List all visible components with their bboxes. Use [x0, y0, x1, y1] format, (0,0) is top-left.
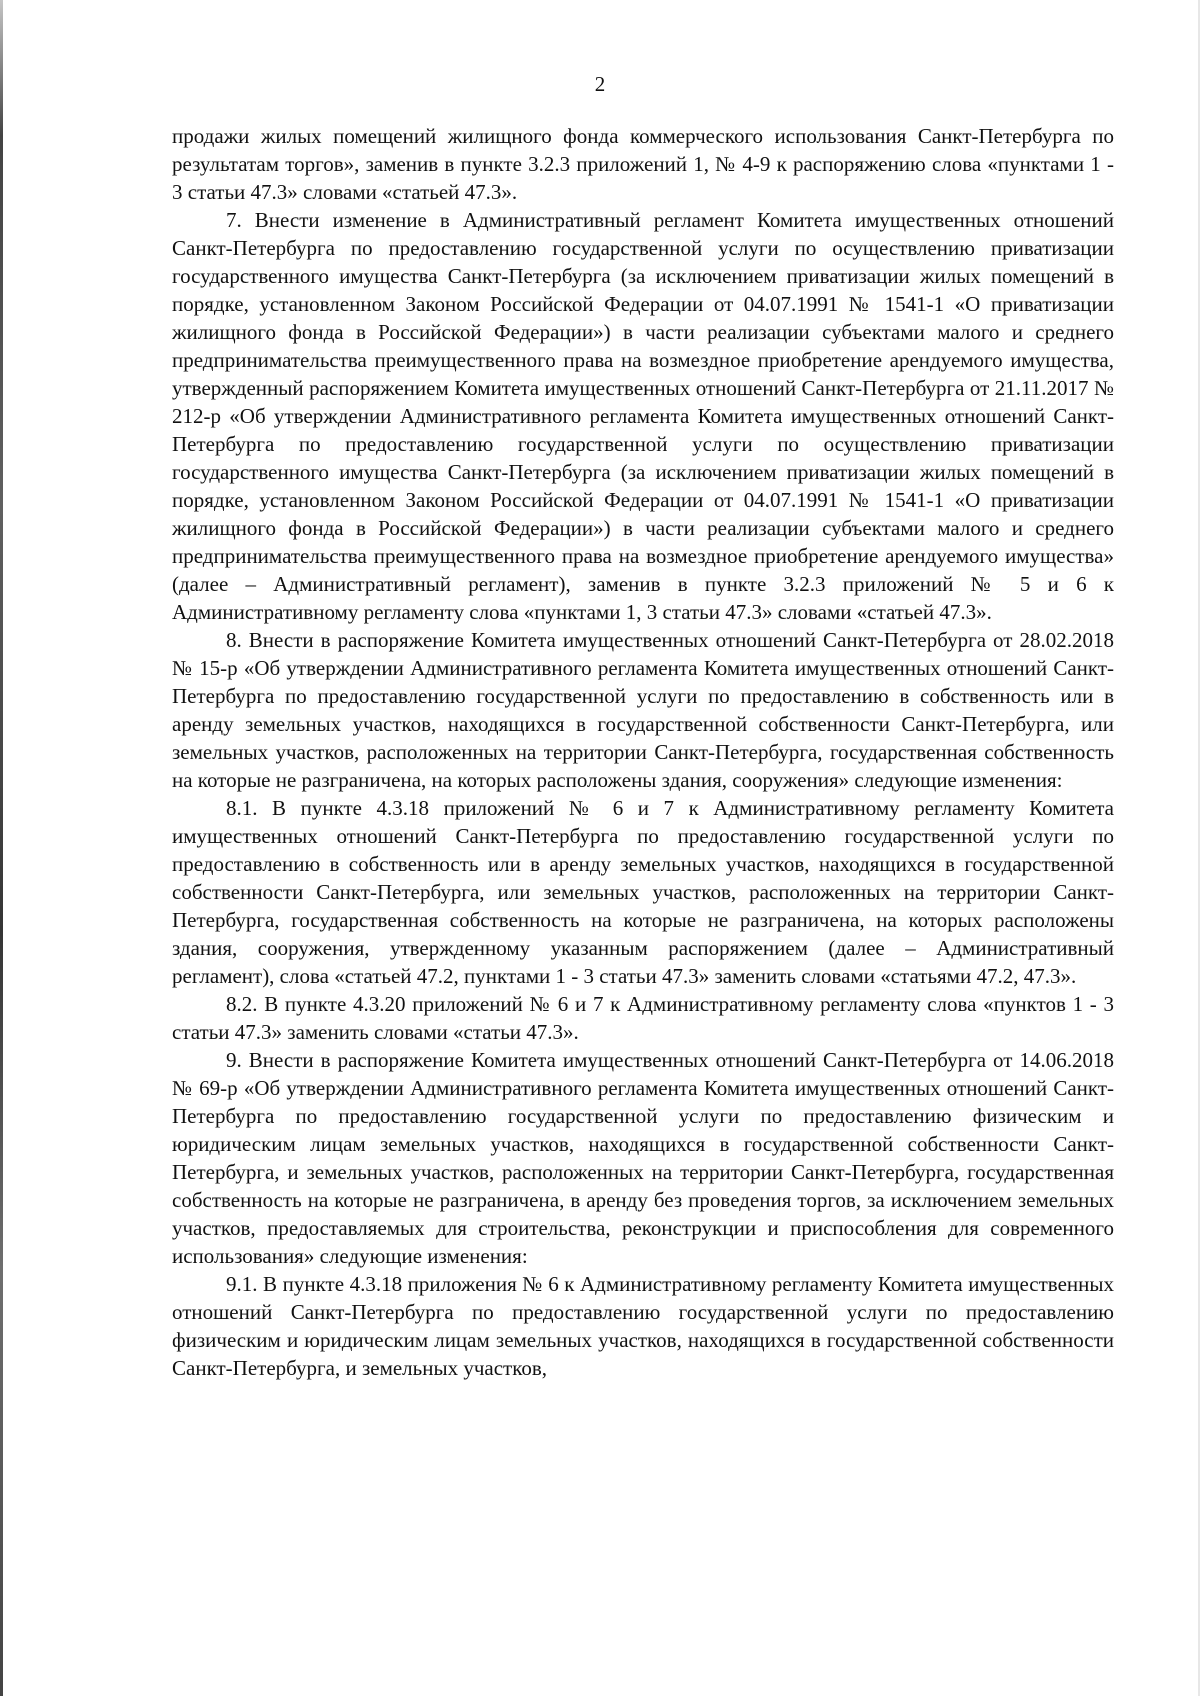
- paragraph-item-7: 7. Внести изменение в Административный регламент Комитета имущественных отношений Санкт-Петербурга по предоставлению государственной услуги по осуществлению приватизации государственного имущества Санкт-Петербурга (за исключением приватизации жилых помещений в порядке, установленном Законом Российской Федерации от 04.07.1991 № 1541-1 «О приватизации жилищного фонда в Российской Федерации») в части реализации субъектами малого и среднего предпринимательства преимущественного права на возмездное приобретение арендуемого имущества, утвержденный распоряжением Комитета имущественных отношений Санкт-Петербурга от 21.11.2017 № 212-р «Об утверждении Административного регламента Комитета имущественных отношений Санкт-Петербурга по предоставлению государственной услуги по осуществлению приватизации государственного имущества Санкт-Петербурга (за исключением приватизации жилых помещений в порядке, установленном Законом Российской Федерации от 04.07.1991 № 1541-1 «О приватизации жилищного фонда в Российской Федерации») в части реализации субъектами малого и среднего предпринимательства преимущественного права на возмездное приобретение арендуемого имущества» (далее – Административный регламент), заменив в пункте 3.2.3 приложений № 5 и 6 к Административному регламенту слова «пунктами 1, 3 статьи 47.3» словами «статьей 47.3».: [172, 208, 1114, 624]
- page-number: 2: [594, 72, 606, 96]
- paragraph-item-8: 8. Внести в распоряжение Комитета имущественных отношений Санкт-Петербурга от 28.02.2018 № 15-р «Об утверждении Административного регламента Комитета имущественных отношений Санкт-Петербурга по предоставлению государственной услуги по предоставлению в собственность или в аренду земельных участков, находящихся в государственной собственности Санкт-Петербурга, или земельных участков, расположенных на территории Санкт-Петербурга, государственная собственность на которые не разграничена, на которых расположены здания, сооружения» следующие изменения:: [172, 628, 1114, 792]
- paragraph-item-8-2: 8.2. В пункте 4.3.20 приложений № 6 и 7 к Административному регламенту слова «пунктов 1 - 3 статьи 47.3» заменить словами «статьи 47.3».: [172, 992, 1114, 1044]
- paragraph-continuation: продажи жилых помещений жилищного фонда коммерческого использования Санкт-Петербурга по результатам торгов», заменив в пункте 3.2.3 приложений 1, № 4-9 к распоряжению слова «пунктами 1 - 3 статьи 47.3» словами «статьей 47.3».: [172, 124, 1114, 204]
- paragraph-item-8-1: 8.1. В пункте 4.3.18 приложений № 6 и 7 к Административному регламенту Комитета имущественных отношений Санкт-Петербурга по предоставлению государственной услуги по предоставлению в собственность или в аренду земельных участков, находящихся в государственной собственности Санкт-Петербурга, или земельных участков, расположенных на территории Санкт-Петербурга, государственная собственность на которые не разграничена, на которых расположены здания, сооружения, утвержденному указанным распоряжением (далее – Административный регламент), слова «статьей 47.2, пунктами 1 - 3 статьи 47.3» заменить словами «статьями 47.2, 47.3».: [172, 796, 1114, 988]
- paragraph-item-9: 9. Внести в распоряжение Комитета имущественных отношений Санкт-Петербурга от 14.06.2018 № 69-р «Об утверждении Административного регламента Комитета имущественных отношений Санкт-Петербурга по предоставлению государственной услуги по предоставлению физическим и юридическим лицам земельных участков, находящихся в государственной собственности Санкт-Петербурга, и земельных участков, расположенных на территории Санкт-Петербурга, государственная собственность на которые не разграничена, в аренду без проведения торгов, за исключением земельных участков, предоставляемых для строительства, реконструкции и приспособления для современного использования» следующие изменения:: [172, 1048, 1114, 1268]
- document-body: [172, 122, 1114, 1382]
- paragraph-item-9-1: 9.1. В пункте 4.3.18 приложения № 6 к Административному регламенту Комитета имущественных отношений Санкт-Петербурга по предоставлению государственной услуги по предоставлению физическим и юридическим лицам земельных участков, находящихся в государственной собственности Санкт-Петербурга, и земельных участков,: [172, 1272, 1114, 1380]
- scan-edge-left: [0, 0, 3, 1696]
